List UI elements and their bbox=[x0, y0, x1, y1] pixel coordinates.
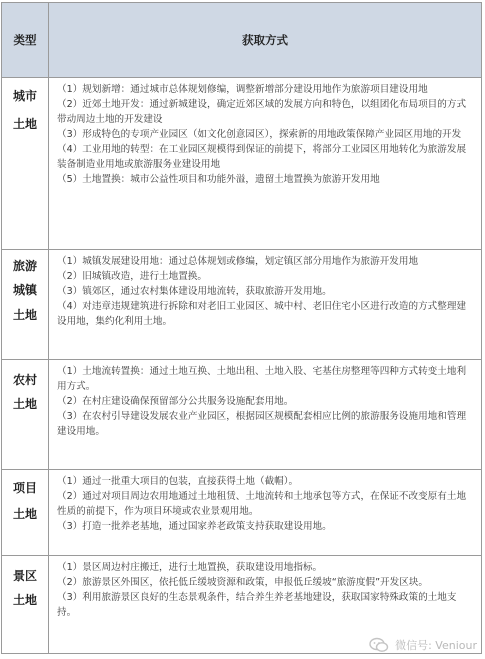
row-type-label: 土地 bbox=[12, 507, 37, 521]
method-item: （3）在农村引导建设发展农业产业园区，根据园区规模配套相应比例的旅游服务设施用地和管理建设用地。 bbox=[57, 411, 467, 437]
row-content-cell bbox=[49, 250, 482, 360]
method-item: （3）镇郊区，通过农村集体建设用地流转，获取旅游开发用地。 bbox=[57, 286, 332, 297]
method-item: （2）旧城镇改造，进行土地置换。 bbox=[57, 271, 208, 282]
method-item: （3）打造一批养老基地，通过国家养老政策支持获取建设用地。 bbox=[57, 521, 332, 532]
row-type-label: 景区 bbox=[12, 569, 37, 583]
row-content-cell bbox=[49, 360, 482, 470]
row-content-cell bbox=[49, 470, 482, 556]
method-item: （2）旅游景区外围区，依托低丘缓坡资源和政策，申报低丘缓坡“旅游度假”开发区块。 bbox=[57, 577, 429, 588]
row-content-cell bbox=[49, 78, 482, 250]
method-item: （2）在村庄建设确保预留部分公共服务设施配套用地。 bbox=[57, 396, 294, 407]
row-type-label: 土地 bbox=[12, 308, 37, 322]
table-row bbox=[2, 250, 482, 360]
method-item: （2）通过对项目周边农用地通过土地租赁、土地流转和土地承包等方式，在保证不改变原有土地性质的前提下，作为项目环境或农业景观用地。 bbox=[57, 491, 467, 517]
wechat-icon bbox=[369, 637, 389, 653]
method-item: （1）规划新增：通过城市总体规划修编，调整新增部分建设用地作为旅游项目建设用地 bbox=[57, 84, 428, 95]
row-type-label: 项目 bbox=[12, 481, 37, 495]
watermark bbox=[369, 637, 477, 653]
header-method: 获取方式 bbox=[49, 3, 482, 78]
method-item: （1）土地流转置换：通过土地互换、土地出租、土地入股、宅基住房整理等四种方式转变土地利用方式。 bbox=[57, 366, 467, 392]
method-item: （4）对违章违规建筑进行拆除和对老旧工业园区、城中村、老旧住宅小区进行改造的方式整理建设用地，集约化利用土地。 bbox=[57, 301, 467, 327]
row-type-label: 土地 bbox=[12, 593, 37, 607]
header-type: 类型 bbox=[2, 3, 49, 78]
method-item: （2）近郊土地开发：通过新城建设，确定近郊区域的发展方向和特色，以组团化布局项目的方式带动周边土地的开发建设 bbox=[57, 99, 467, 125]
row-type-label: 城镇 bbox=[12, 283, 37, 297]
row-type-label: 土地 bbox=[12, 397, 37, 411]
method-item: （1）城镇发展建设用地：通过总体规划或修编，划定镇区部分用地作为旅游开发用地 bbox=[57, 256, 419, 267]
method-item: （1）景区周边村庄搬迁，进行土地置换，获取建设用地指标。 bbox=[57, 562, 323, 573]
table-row bbox=[2, 360, 482, 470]
land-acquisition-table bbox=[1, 2, 482, 654]
method-item: （3）利用旅游景区良好的生态景观条件，结合养生养老基地建设，获取国家特殊政策的土地支持。 bbox=[57, 592, 457, 618]
method-item: （4）工业用地的转型：在工业园区规模得到保证的前提下，将部分工业园区用地转化为旅游发展装备制造业用地或旅游服务业建设用地 bbox=[57, 144, 467, 170]
row-type-cell bbox=[2, 250, 49, 360]
row-type-label: 城市 bbox=[12, 89, 37, 103]
row-type-cell bbox=[2, 360, 49, 470]
watermark-text: 微信号: Veniour bbox=[395, 639, 477, 652]
row-type-label: 旅游 bbox=[12, 259, 37, 273]
row-type-label: 农村 bbox=[12, 373, 37, 387]
table-row bbox=[2, 470, 482, 556]
method-item: （5）土地置换：城市公益性项目和功能外溢，遗留土地置换为旅游开发用地 bbox=[57, 174, 380, 185]
table-row bbox=[2, 78, 482, 250]
row-type-cell bbox=[2, 78, 49, 250]
row-type-cell bbox=[2, 556, 49, 654]
method-item: （3）形成特色的专项产业园区（如文化创意园区），探索新的用地政策保障产业园区用地的开发 bbox=[57, 129, 462, 140]
row-type-cell bbox=[2, 470, 49, 556]
method-item: （1）通过一批重大项目的包装，直接获得土地（截帽）。 bbox=[57, 476, 299, 487]
row-type-label: 土地 bbox=[12, 117, 37, 131]
table-header-row bbox=[2, 3, 482, 78]
